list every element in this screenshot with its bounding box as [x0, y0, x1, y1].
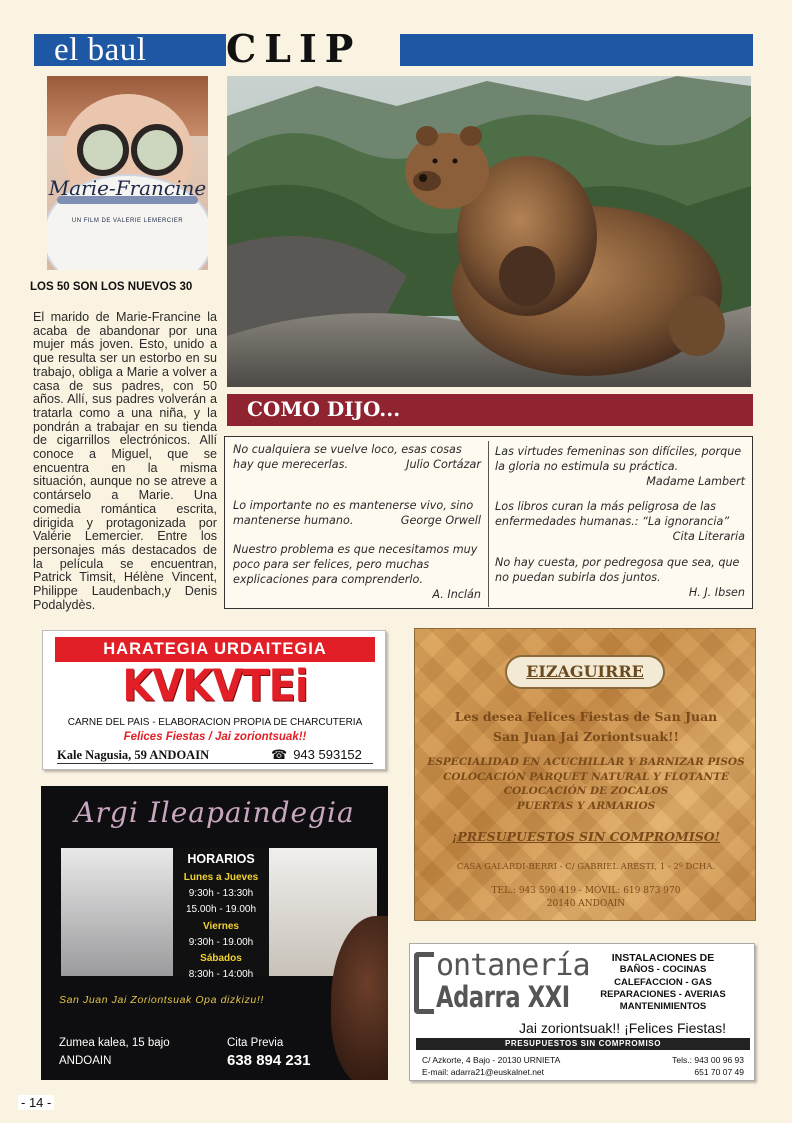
bear-photo — [227, 76, 751, 387]
ad-kukutei-address: Kale Nagusia, 59 ANDOAIN — [57, 748, 210, 762]
ad-argi — [41, 786, 388, 1080]
quote-author: A. Inclán — [432, 588, 481, 601]
ad-adarra-slogan: Jai zoriontsuak!! ¡Felices Fiestas! — [519, 1020, 726, 1036]
ad-kukutei — [42, 630, 386, 770]
quote-author: Julio Cortázar — [406, 458, 481, 471]
quote-item: No cualquiera se vuelve loco, esas cosas hay que merecerlas. Julio Cortázar — [233, 443, 481, 471]
ad-eizaguirre-contact: TEL.: 943 590 419 - MÓVIL: 619 873 970 20140 ANDOAIN — [491, 886, 681, 909]
quote-item: No hay cuesta, por pedregosa que sea, que no puedan subirla dos juntos. H. J. Ibsen — [495, 556, 745, 599]
ad-eizaguirre-line1: Les desea Felices Fiestas de San Juan — [454, 709, 718, 724]
quote-item: Nuestro problema es que necesitamos muy poco para ser felices, pero muchas explicaciones para comprenderlo. A. Inclán — [233, 543, 481, 601]
quotes-box — [224, 436, 753, 609]
quote-author: Madame Lambert — [646, 475, 745, 488]
quotes-heading: COMO DIJO... — [247, 397, 401, 421]
ad-argi-hours: HORARIOS Lunes a Jueves 9:30h - 13:30h 15.00h - 19.00h Viernes 9:30h - 19.00h Sábados 8:30h - 14:00h — [173, 848, 269, 976]
movie-poster — [47, 76, 208, 270]
telephone-icon: ☎ — [271, 747, 288, 762]
ad-kukutei-desc: CARNE DEL PAIS - ELABORACION PROPIA DE CHARCUTERIA — [67, 717, 363, 728]
ad-adarra-address: C/ Azkorte, 4 Bajo - 20130 URNIETA E-mail: adarra21@euskalnet.net — [422, 1055, 561, 1077]
article-caption: LOS 50 SON LOS NUEVOS 30 — [30, 281, 193, 293]
ad-argi-address: Zumea kalea, 15 bajo ANDOAIN — [59, 1037, 170, 1067]
ad-adarra — [409, 943, 755, 1081]
quotes-divider — [488, 441, 489, 607]
ad-eizaguirre-line2: San Juan Jai Zoriontsuak!! — [492, 729, 680, 744]
ad-adarra-bar: PRESUPUESTOS SIN COMPROMISO — [416, 1038, 750, 1050]
ad-adarra-logo-top: ontanería — [436, 948, 590, 983]
pipe-logo-icon — [414, 952, 434, 1014]
quotes-heading-bar — [227, 394, 753, 426]
ad-kukutei-header: HARATEGIA URDAITEGIA — [55, 637, 375, 662]
quote-item: Lo importante no es mantenerse vivo, sino mantenerse humano. George Orwell — [233, 499, 481, 527]
quote-item: Las virtudes femeninas son difíciles, porque la gloria no estimula su práctica. Madame Lambert — [495, 445, 745, 488]
ad-adarra-logo-bottom: Adarra XXI — [436, 980, 570, 1014]
ad-adarra-services: INSTALACIONES DE BAÑOS - COCINAS CALEFACCION - GAS REPARACIONES - AVERIAS MANTENIMIENTOS — [600, 952, 726, 1013]
ad-eizaguirre — [414, 628, 756, 921]
page-number: - 14 - — [18, 1095, 54, 1110]
article-body: El marido de Marie-Francine la acaba de abandonar por una mujer más joven. Esto, unido a que resulta ser un estorbo en su trabajo, obliga a Marie a volver a casa de sus padres, con 50 años. Allí, sus padres volverán a tratarla como a una niña, y la pondrán a trabajar en su tienda de cigarrillos electrónicos. Allí conoce a Miguel, que se encuentra en la misma situación, aunque no se atreve a contárselo a Marie. Una comedia romántica escrita, dirigida y protagonizada por Valérie Lemercier. Entre los personajes más destacados de la película se encuentran, Patrick Timsit, Hélène Vincent, Philippe Laudenbach,y Denis Podalydès. — [33, 310, 217, 612]
ad-argi-title: Argi Ileapaindegia — [74, 796, 355, 829]
poster-credit: UN FILM DE VALERIE LEMERCIER — [71, 218, 184, 224]
ad-kukutei-slogan: Felices Fiestas / Jai zoriontsuak!! — [123, 731, 307, 743]
ad-eizaguirre-address: CASA GALARDI-BERRI - C/ GABRIEL ARESTI, 1 - 2º DCHA. — [456, 862, 716, 872]
section-title: el baul — [54, 32, 147, 68]
ad-kukutei-brand: KVKVTEi — [122, 660, 308, 712]
quote-author: George Orwell — [400, 514, 481, 527]
clip-title: CLIP — [226, 26, 362, 71]
quote-author: Cita Literaria — [672, 530, 745, 543]
header-section-bar — [34, 34, 226, 66]
ad-eizaguirre-name: EIZAGUIRRE — [505, 655, 665, 689]
ad-eizaguirre-services: ESPECIALIDAD EN ACUCHILLAR Y BARNIZAR PISOS COLOCACIÓN PARQUET NATURAL Y FLOTANTE COLOCACIÓN DE ZOCALOS PUERTAS Y ARMARIOS — [427, 756, 745, 812]
salon-photo-left — [61, 848, 173, 976]
ad-adarra-phones: Tels.: 943 00 96 93 651 70 07 49 — [672, 1055, 744, 1077]
header-bar-right — [400, 34, 753, 66]
ad-eizaguirre-quote: ¡PRESUPUESTOS SIN COMPROMISO! — [451, 829, 721, 844]
glasses-left-lens — [77, 124, 129, 176]
ad-kukutei-phone: ☎ 943 593152 — [271, 747, 362, 762]
ad-kukutei-rule — [57, 763, 373, 764]
ad-argi-appointment: Cita Previa 638 894 231 — [227, 1037, 311, 1069]
ad-argi-slogan: San Juan Jai Zoriontsuak Opa dizkizu!! — [59, 994, 264, 1006]
glasses-right-lens — [131, 124, 183, 176]
quote-item: Los libros curan la más peligrosa de las enfermedades humanas.: “La ignorancia” Cita Literaria — [495, 500, 745, 543]
quote-author: H. J. Ibsen — [688, 586, 745, 599]
poster-title: Marie-Francine — [48, 176, 207, 200]
